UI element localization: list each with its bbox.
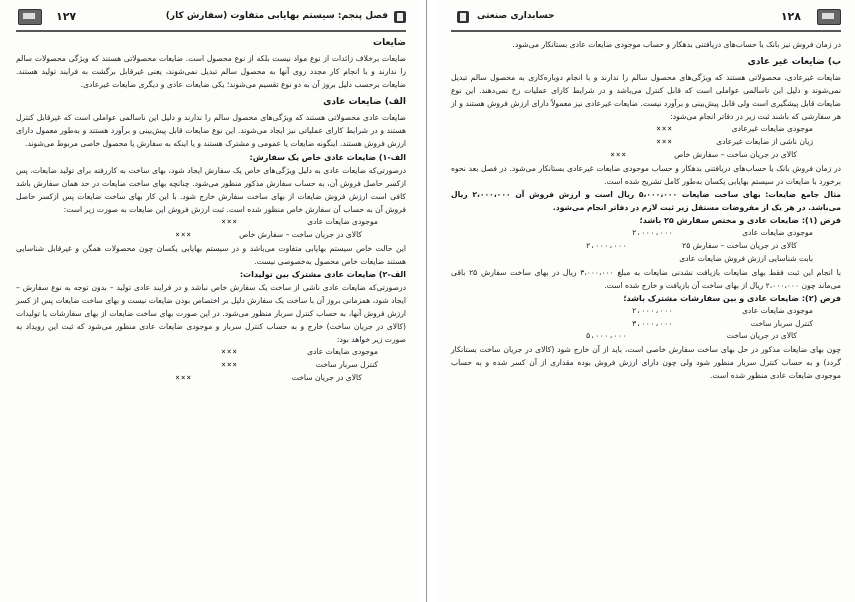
paragraph-intro: ضایعات برخلاف زائدات از نوع مواد نیست بلکه از نوع محصول است. ضایعات محصولاتی هستند که ویژگی محصولات سالم را ندارند و با انجام کار مجدد روی آنها به محصول سالم تبدیل نمی‌شوند، یعنی غیرقابل برگشت به فرایند تولید هستند. ضایعات برحسب دلیل بروز آن به دو نوع تقسیم می‌شوند؛ یکی ضایعات عادی و دیگری ضایعات غیرعادی. bbox=[16, 54, 406, 90]
case1-note: با انجام این ثبت فقط بهای ضایعات بازیافت نشدنی ضایعات به مبلغ ۳،۰۰۰،۰۰۰ ریال در بهای ساخت سفارش ۲۵ باقی می‌ماند چون ۲،۰۰۰،۰۰۰ ریال از بهای ساخت آن بازیافت و خارج شده است. bbox=[451, 267, 841, 290]
paragraph-after-entry1: این حالت خاص سیستم بهایابی متفاوت می‌باشد و در سیستم بهایابی یکسان چون محصولات همگن و غیرقابل شناسایی هستند ضایعات خاص محصول به‌خصوصی نیست. bbox=[16, 243, 406, 266]
journal-entry-line: موجودی ضایعات عادی ۲،۰۰۰،۰۰۰ bbox=[631, 228, 813, 238]
paragraph-b: ضایعات غیرعادی، محصولاتی هستند که ویژگی‌های محصول سالم را ندارند و با انجام دوباره‌کاری به محصول سالم تبدیل نمی‌شوند و دلیل این ناسالمی عواملی است که قابل کنترل می‌باشد و در شرایط کارای عملیات رخ نمی‌دهند. این نوع ضایعات قابل پیشگیری است ولی قابل پیش‌بینی و برآورد نیست. ضایعات غیرعادی نیز معمولاً دارای ارزش فروش هستند و از هر سفارشی که باشند ثبت زیر در دفاتر انجام می‌شود: bbox=[451, 73, 841, 122]
case2-title: فرض (۲): ضایعات عادی و بین سفارشات مشترک باشد؛ bbox=[623, 293, 841, 303]
page-number: ۱۲۸ bbox=[780, 10, 801, 23]
journal-entry-line: موجودی ضایعات عادی ۲،۰۰۰،۰۰۰ bbox=[631, 305, 813, 315]
journal-entry-line: کنترل سربار ساخت ۳،۰۰۰،۰۰۰ bbox=[631, 318, 813, 328]
paragraph-a1: درصورتی‌که ضایعات عادی به دلیل ویژگی‌های خاص یک سفارش ایجاد شود، بهای ساخت به کاررفته برای تولید ضایعات، پس ازکسر حاصل فروش آن، به حساب سفارش مذکور منظور می‌شود. چنانچه بهای ساخت ضایعات در حد همان سفارش باشد کافی است ارزش فروش ضایعات از بهای ساخت سفارش خارج شود. با این کار بهای ساخت ضایعات پس ازکسر حاصل فروش آن به حساب آن سفارش خاص منظور شده است. ثبت ارزش فروش این ضایعات به صورت زیر است: bbox=[16, 165, 406, 214]
journal-entry-line: کنترل سربار ساخت ××× bbox=[221, 359, 378, 369]
running-title: حسابداری صنعتی bbox=[477, 11, 555, 21]
journal-entry-line: کالای در جریان ساخت – سفارش خاص ××× bbox=[175, 229, 362, 239]
journal-entry-line: کالای در جریان ساخت ××× bbox=[175, 372, 362, 382]
journal-entry-line: زیان ناشی از ضایعات غیرعادی ××× bbox=[656, 137, 813, 147]
paragraph-a2: درصورتی‌که ضایعات عادی ناشی از ساخت یک سفارش خاص نباشد و در فرایند عادی تولید – بدون توجه به نوع سفارش – ایجاد شود، همزمانی بروز آن با ساخت یک سفارش دلیل بر اختصاص بودن ضایعات نیست و بهای ساخت ضایعات پس از کسر ارزش فروش آنها، به حساب کنترل سربار منظور می‌شود. در این صورت بهای ساخت ضایعات از بهای سفارشات یا تولیدات (کالای در جریان ساخت) خارج و به حساب کنترل سربار و موجودی ضایعات عادی منظور می‌شود که ثبت این رویداد به صورت زیر خواهد بود: bbox=[16, 282, 406, 345]
journal-entry-line: کالای در جریان ساخت – سفارش خاص ××× bbox=[610, 150, 797, 160]
page-right bbox=[437, 0, 855, 602]
page-left bbox=[0, 0, 418, 602]
subsection-title-a2: الف-۲) ضایعات عادی مشترک بین تولیدات: bbox=[239, 269, 406, 279]
journal-entry-line: کالای در جریان ساخت ۵،۰۰۰،۰۰۰ bbox=[585, 331, 797, 341]
section-title: ضایعات bbox=[373, 38, 406, 48]
journal-entry-line: موجودی ضایعات عادی ××× bbox=[221, 347, 378, 357]
example-paragraph: مثال جامع ضایعات: بهای ساخت ضایعات ۵،۰۰۰،۰۰۰ ریال است و ارزش فروش آن ۲،۰۰۰،۰۰۰ ریال می‌باشد. در هر یک از مفروضات مستقل زیر ثبت لازم در دفاتر انجام می‌شود. bbox=[451, 190, 841, 213]
paragraph-after-entry1: در زمان فروش بانک یا حساب‌های دریافتنی بدهکار و حساب موجودی ضایعات غیرعادی بستانکار می‌شود. در فصل بعد نحوه برخورد با ضایعات در سیستم بهایابی یکسان به‌طور کامل تشریح شده است. bbox=[451, 163, 841, 186]
subsection-title-a1: الف-۱) ضایعات عادی خاص یک سفارش: bbox=[249, 152, 406, 162]
paragraph-intro: در زمان فروش نیز بانک یا حساب‌های دریافتنی بدهکار و حساب موجودی ضایعات عادی بستانکار می‌شود. bbox=[512, 40, 841, 49]
page-header bbox=[16, 8, 406, 32]
subsection-title-a: الف) ضایعات عادی bbox=[323, 97, 406, 108]
journal-entry-line: بابت شناسایی ارزش فروش ضایعات عادی bbox=[679, 253, 813, 263]
subsection-title-b: ب) ضایعات غیر عادی bbox=[747, 57, 841, 68]
running-title: فصل پنجم: سیستم بهایابی متفاوت (سفارش کار) bbox=[165, 11, 388, 21]
page-number: ۱۲۷ bbox=[56, 10, 77, 23]
header-ornament-icon bbox=[18, 9, 42, 25]
page-header bbox=[451, 8, 841, 32]
case2-note: چون بهای ضایعات مذکور در حل بهای ساخت سفارش خاصی است، باید از آن خارج شود (کالای در جریان ساخت بستانکار گردد) و به حساب کنترل سربار منظور شود ولی چون دارای ارزش فروش بوده مقداری از آن کسر شده و به حساب موجودی ضایعات عادی منظور شده است. bbox=[451, 345, 841, 381]
book-icon bbox=[394, 11, 406, 23]
case1-title: فرض (۱): ضایعات عادی و مختص سفارش ۲۵ باشد؛ bbox=[639, 216, 841, 226]
paragraph-a: ضایعات عادی محصولاتی هستند که ویژگی‌های محصول سالم را ندارند و دلیل این ناسالمی عواملی است که غیرقابل کنترل هستند و در شرایط کارای عملیاتی نیز ایجاد می‌شوند. این نوع ضایعات قابل پیش‌بینی و برآورد هستند و به‌طور معمول دارای ارزش فروش هستند. اینگونه ضایعات یا عمومی و مشترک هستند و یا اینکه به سفارش یا محصول خاصی مربوط می‌شوند. bbox=[16, 113, 406, 149]
journal-entry-line: موجودی ضایعات غیرعادی ××× bbox=[656, 124, 813, 134]
journal-entry-line: موجودی ضایعات عادی ××× bbox=[221, 216, 378, 226]
book-icon bbox=[457, 11, 469, 23]
page-divider bbox=[426, 0, 427, 602]
header-ornament-icon bbox=[817, 9, 841, 25]
journal-entry-line: کالای در جریان ساخت – سفارش ۲۵ ۲،۰۰۰،۰۰۰ bbox=[585, 241, 797, 251]
